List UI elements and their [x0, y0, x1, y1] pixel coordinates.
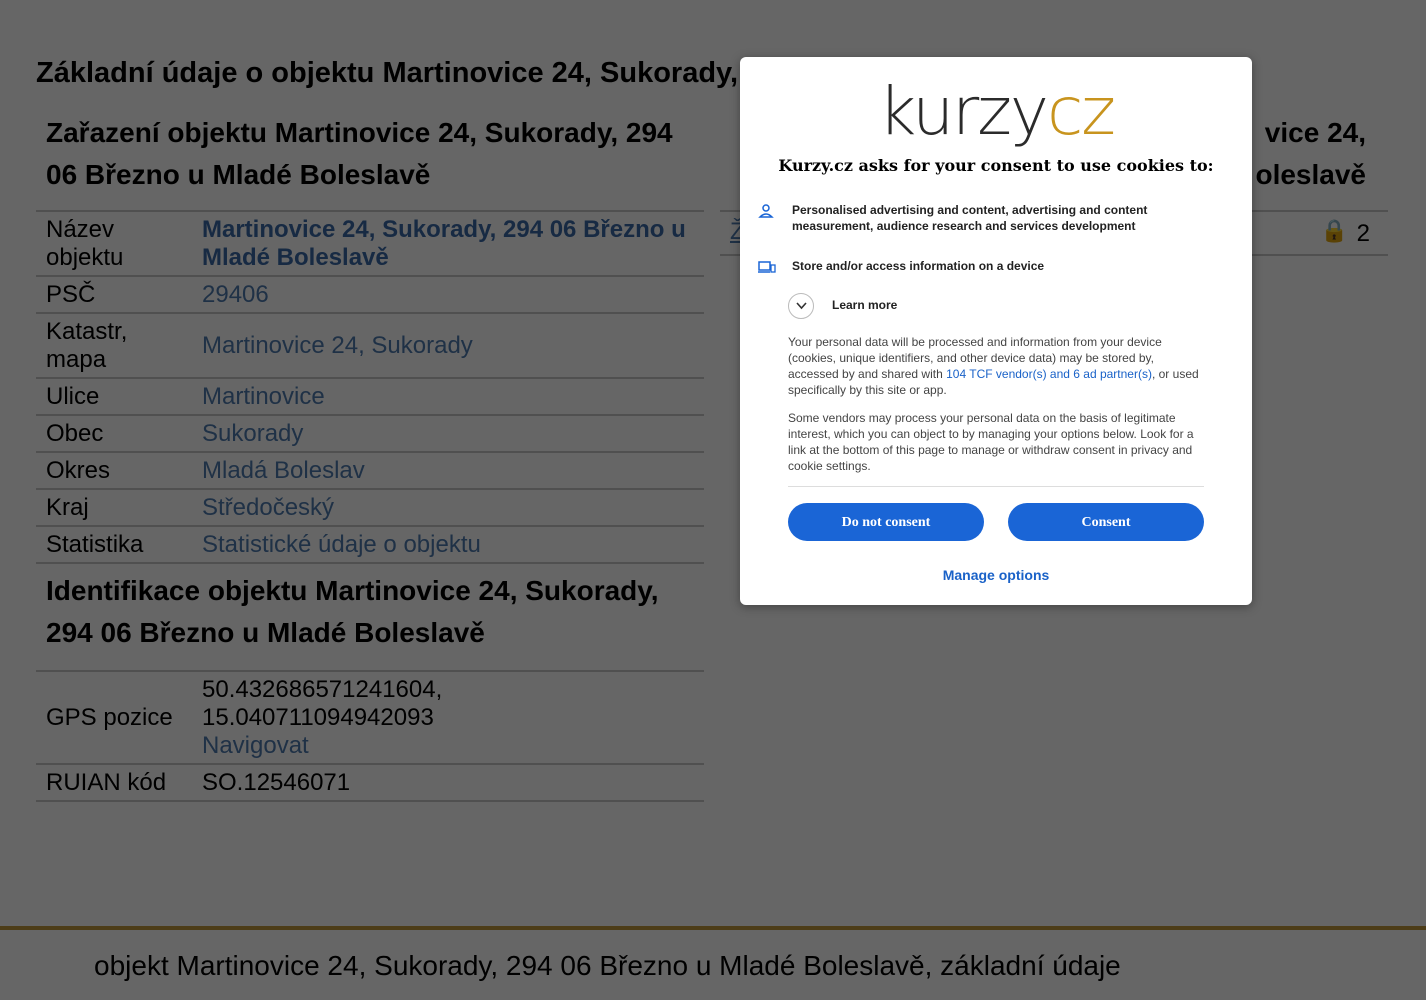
learn-more-toggle[interactable] — [788, 293, 814, 319]
purpose-advertising-text: Personalised advertising and content, advertising and content measurement, audience research and services development — [792, 203, 1148, 233]
purpose-advertising — [792, 202, 1202, 234]
consent-paragraph-1-post: , or used specifically by this site or app. — [788, 367, 1199, 397]
vendors-link[interactable]: 104 TCF vendor(s) and 6 ad partner(s) — [946, 367, 1152, 381]
chevron-down-icon — [796, 302, 807, 310]
manage-options-link[interactable]: Manage options — [942, 567, 1050, 583]
person-icon — [756, 202, 776, 222]
consent-paragraph-2: Some vendors may process your personal data on the basis of legitimate interest, which you can object to by managing your options below. Look for a link at the bottom of this page to manage or withdraw consent in privacy and cookie settings. — [788, 411, 1194, 473]
logo-text-gold: cz — [1046, 73, 1114, 150]
consent-paragraph-1 — [788, 334, 1200, 398]
purpose-storage-text: Store and/or access information on a device — [792, 259, 1045, 273]
cookie-consent-dialog — [740, 57, 1252, 605]
purpose-storage — [792, 258, 1202, 274]
consent-button[interactable]: Consent — [1008, 503, 1204, 541]
kurzy-logo — [740, 73, 1252, 150]
consent-paragraph-1-pre: Your personal data will be processed and information from your device (cookies, unique identifiers, and other device data) may be stored by, accessed by and shared with — [788, 335, 1162, 381]
consent-heading: Kurzy.cz asks for your consent to use cookies to: — [778, 156, 1214, 175]
logo-text-dark: kurzy — [878, 73, 1047, 150]
do-not-consent-button[interactable]: Do not consent — [788, 503, 984, 541]
learn-more-label[interactable]: Learn more — [832, 298, 898, 312]
devices-icon — [756, 258, 776, 278]
divider — [788, 486, 1204, 487]
